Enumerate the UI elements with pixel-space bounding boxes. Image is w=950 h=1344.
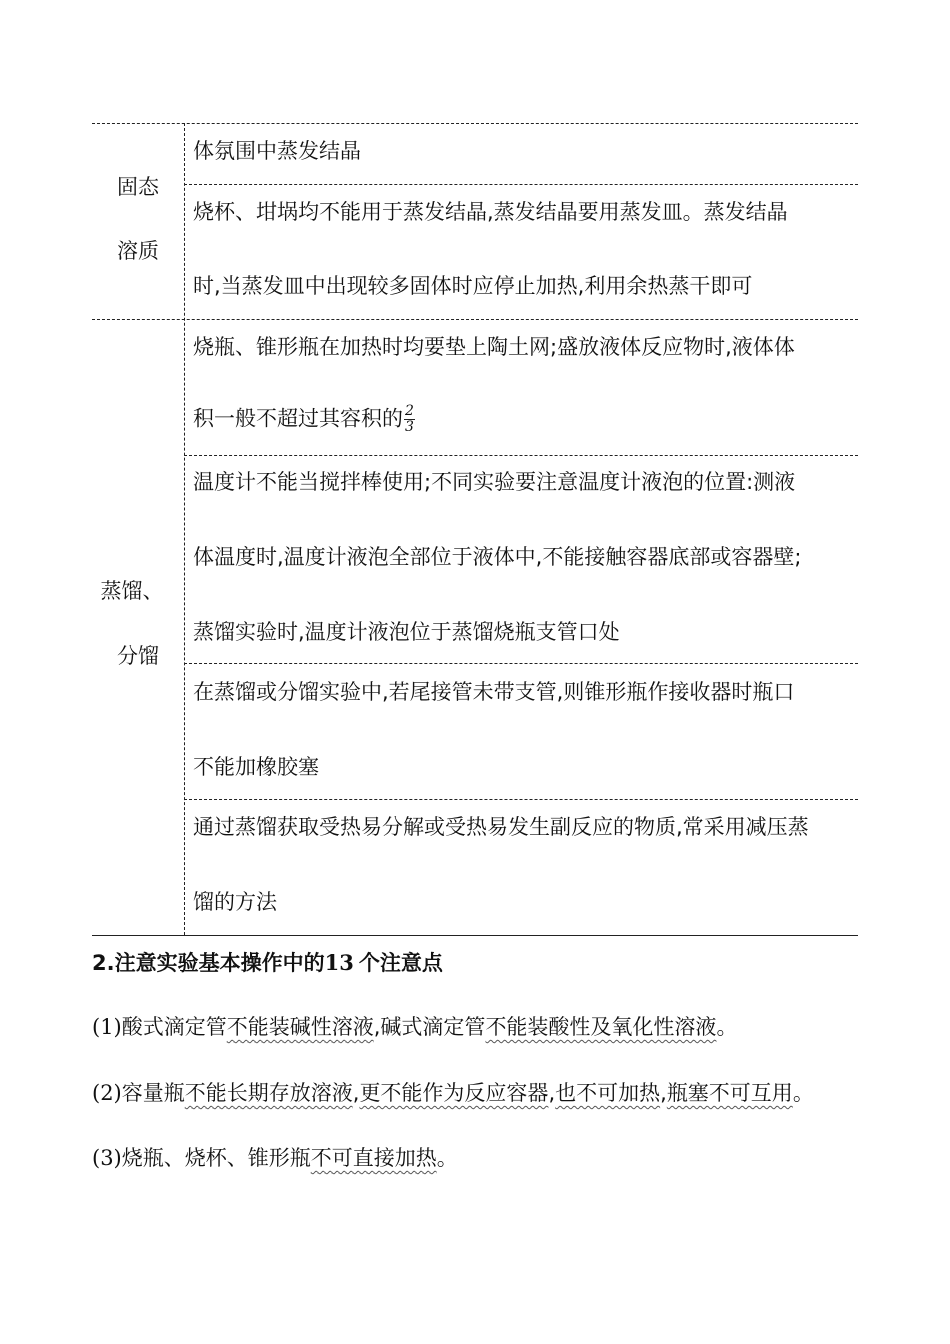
table-top-rule xyxy=(92,123,858,124)
item-emphasis: 不能长期存放溶液 xyxy=(184,1081,353,1105)
item-text: , xyxy=(548,1081,556,1105)
row-label-solid-solute: 固态 xyxy=(117,175,159,199)
item-emphasis: 也不可加热 xyxy=(555,1081,661,1105)
row-label-solid-solute-2: 溶质 xyxy=(117,239,159,263)
list-item xyxy=(92,1145,458,1171)
item-text: , xyxy=(660,1081,667,1105)
item-emphasis: 不可直接加热 xyxy=(310,1146,437,1170)
cell-text: 蒸馏实验时,温度计液泡位于蒸馏烧瓶支管口处 xyxy=(193,620,620,644)
fraction-numerator: 2 xyxy=(405,403,414,419)
fraction-denominator: 3 xyxy=(405,419,414,435)
item-text: 酸式滴定管 xyxy=(121,1015,227,1039)
list-item xyxy=(92,1080,814,1106)
column-divider xyxy=(184,123,185,935)
cell-text: 烧瓶、锥形瓶在加热时均要垫上陶土网;盛放液体反应物时,液体体 xyxy=(193,335,795,359)
cell-text: 积一般不超过其容积的 xyxy=(193,406,403,431)
item-text: 。 xyxy=(436,1146,458,1170)
cell-text: 时,当蒸发皿中出现较多固体时应停止加热,利用余热蒸干即可 xyxy=(193,274,753,298)
cell-text: 在蒸馏或分馏实验中,若尾接管未带支管,则锥形瓶作接收器时瓶口 xyxy=(193,680,795,704)
list-item xyxy=(92,1014,737,1040)
heading-number: 13 xyxy=(324,950,354,975)
item-number: (3) xyxy=(92,1146,122,1170)
item-number: (2) xyxy=(92,1081,122,1105)
cell-text: 烧杯、坩埚均不能用于蒸发结晶,蒸发结晶要用蒸发皿。蒸发结晶 xyxy=(193,200,788,224)
row-label-distillation-2: 分馏 xyxy=(117,644,159,668)
table-bottom-rule xyxy=(92,935,858,936)
cell-text: 馏的方法 xyxy=(193,890,277,914)
cell-text-with-fraction xyxy=(193,404,415,435)
cell-divider xyxy=(184,799,858,800)
item-emphasis: 更不能作为反应容器 xyxy=(359,1081,549,1105)
cell-text: 体温度时,温度计液泡全部位于液体中,不能接触容器底部或容器壁; xyxy=(193,545,802,569)
item-text: 。 xyxy=(792,1081,814,1105)
cell-text: 温度计不能当搅拌棒使用;不同实验要注意温度计液泡的位置:测液 xyxy=(193,470,796,494)
heading-suffix: 个注意点 xyxy=(358,951,443,975)
cell-text: 体氛围中蒸发结晶 xyxy=(193,139,361,163)
cell-divider xyxy=(184,455,858,456)
item-emphasis: 瓶塞不可互用 xyxy=(666,1081,793,1105)
section-heading xyxy=(92,950,443,976)
item-text: 。 xyxy=(716,1015,738,1039)
fraction xyxy=(404,404,415,435)
item-number: (1) xyxy=(92,1015,122,1039)
item-text: 容量瓶 xyxy=(121,1081,185,1105)
item-emphasis: 不能装碱性溶液 xyxy=(226,1015,374,1039)
cell-divider xyxy=(184,663,858,664)
cell-text: 通过蒸馏获取受热易分解或受热易发生副反应的物质,常采用减压蒸 xyxy=(193,815,809,839)
item-text: , xyxy=(352,1081,360,1105)
heading-prefix: 2.注意实验基本操作中的 xyxy=(92,951,325,975)
item-emphasis: 不能装酸性及氧化性溶液 xyxy=(485,1015,717,1039)
item-text: ,碱式滴定管 xyxy=(373,1015,486,1039)
cell-divider xyxy=(184,184,858,185)
row-label-distillation: 蒸馏、 xyxy=(100,579,164,603)
cell-text: 不能加橡胶塞 xyxy=(193,755,319,779)
row-divider xyxy=(92,319,858,320)
item-text: 烧瓶、烧杯、锥形瓶 xyxy=(121,1146,311,1170)
